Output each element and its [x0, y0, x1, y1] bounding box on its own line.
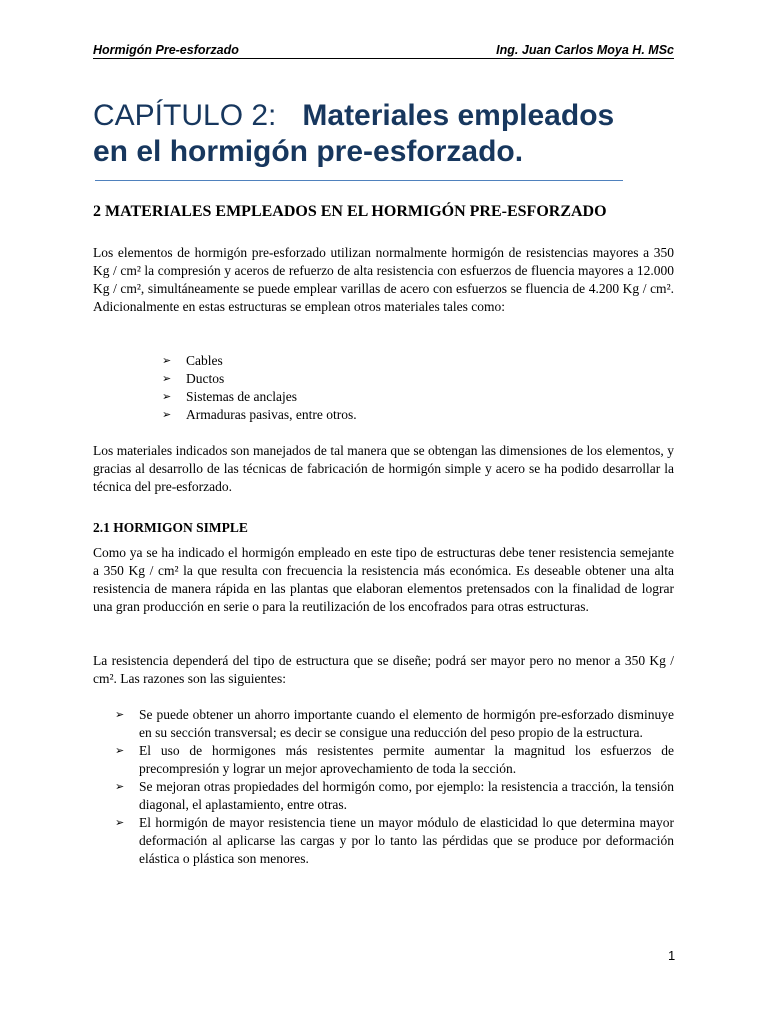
list-item — [162, 370, 586, 388]
header-author: Ing. Juan Carlos Moya H. MSc — [496, 43, 674, 57]
arrow-bullet-icon: ➢ — [115, 744, 125, 757]
chapter-divider — [95, 180, 623, 181]
arrow-bullet-icon: ➢ — [115, 708, 125, 721]
arrow-bullet-icon: ➢ — [162, 354, 172, 367]
subsection-heading: 2.1 HORMIGON SIMPLE — [93, 520, 248, 535]
intro-paragraph: Los elementos de hormigón pre-esforzado utilizan normalmente hormigón de resistencias mayores a 350 Kg / cm² la compresión y aceros de refuerzo de alta resistencia con esfuerzos de fluencia mayores a 12.000 Kg / cm², simultáneamente se puede emplear varillas de acero con esfuerzos se fluencia de 4.200 Kg / cm². Adicionalmente en estas estructuras se emplean otros materiales tales como: — [93, 245, 674, 314]
list-item-text: El uso de hormigones más resistentes permite aumentar la magnitud los esfuerzos de precompresión y lograr un mejor aprovechamiento de toda la sección. — [139, 743, 674, 776]
chapter-title-line-2: en el hormigón pre-esforzado. — [93, 135, 524, 168]
list-item-text: El hormigón de mayor resistencia tiene un mayor módulo de elasticidad lo que determina mayor deformación al aplicarse las cargas y por lo tanto las pérdidas que se produce por deformación elástica o plástica son menores. — [139, 815, 674, 866]
resistance-paragraph: La resistencia dependerá del tipo de estructura que se diseñe; podrá ser mayor pero no menor a 350 Kg / cm². Las razones son las siguientes: — [93, 653, 674, 686]
section-heading: 2 MATERIALES EMPLEADOS EN EL HORMIGÓN PRE-ESFORZADO — [93, 203, 607, 220]
list-item-text: Se mejoran otras propiedades del hormigón como, por ejemplo: la resistencia a tracción, la tensión diagonal, el aplastamiento, entre otras. — [139, 779, 674, 812]
materials-list — [162, 352, 586, 424]
list-item — [115, 814, 674, 868]
list-item-text: Cables — [186, 353, 223, 368]
arrow-bullet-icon: ➢ — [162, 372, 172, 385]
page-number: 1 — [668, 948, 676, 963]
page-header — [93, 43, 674, 59]
chapter-title — [93, 98, 693, 170]
list-item-text: Sistemas de anclajes — [186, 389, 297, 404]
arrow-bullet-icon: ➢ — [115, 780, 125, 793]
list-item — [115, 706, 674, 742]
header-document-title: Hormigón Pre-esforzado — [93, 43, 239, 57]
arrow-bullet-icon: ➢ — [162, 390, 172, 403]
list-item — [115, 778, 674, 814]
arrow-bullet-icon: ➢ — [162, 408, 172, 421]
list-item-text: Ductos — [186, 371, 225, 386]
simple-concrete-paragraph: Como ya se ha indicado el hormigón empleado en este tipo de estructuras debe tener resistencia semejante a 350 Kg / cm² la que resulta con frecuencia la resistencia más económica. Es deseable obtener una alta resistencia de manera rápida en las plantas que elaboran elementos pretensados con la finalidad de lograr una gran producción en serie o para la reutilización de los encofrados para otras estructuras. — [93, 545, 674, 614]
list-item — [115, 742, 674, 778]
materials-paragraph: Los materiales indicados son manejados de tal manera que se obtengan las dimensiones de los elementos, y gracias al desarrollo de las técnicas de fabricación de hormigón simple y acero se ha podido desarrollar la técnica del pre-esforzado. — [93, 443, 674, 494]
reasons-list — [115, 706, 674, 868]
list-item-text: Se puede obtener un ahorro importante cuando el elemento de hormigón pre-esforzado disminuye en su sección transversal; es decir se consigue una reducción del peso propio de la estructura. — [139, 707, 674, 740]
chapter-title-line-1: Materiales empleados — [302, 99, 615, 132]
arrow-bullet-icon: ➢ — [115, 816, 125, 829]
list-item — [162, 388, 586, 406]
list-item — [162, 406, 586, 424]
list-item — [162, 352, 586, 370]
chapter-number: CAPÍTULO 2: — [93, 99, 277, 132]
list-item-text: Armaduras pasivas, entre otros. — [186, 407, 357, 422]
